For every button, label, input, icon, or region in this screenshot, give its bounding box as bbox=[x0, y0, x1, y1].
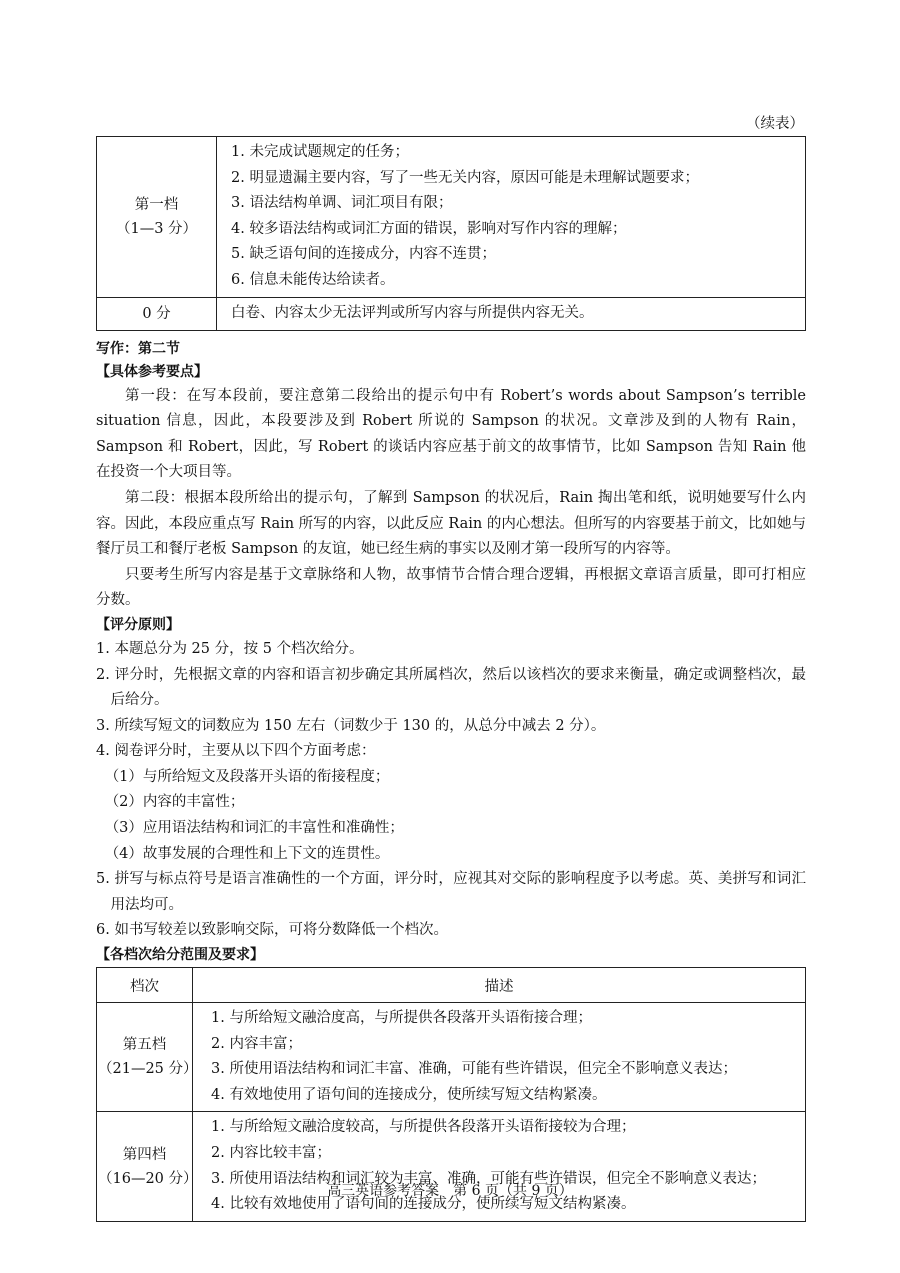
table-row bbox=[97, 1112, 806, 1221]
list-item: 2. 明显遗漏主要内容，写了一些无关内容，原因可能是未理解试题要求； bbox=[231, 169, 699, 186]
principle-item: 6. 如书写较差以致影响交际，可将分数降低一个档次。 bbox=[96, 922, 448, 939]
principle-item: 5. 拼写与标点符号是语言准确性的一个方面，评分时，应视其对交际的影响程度予以考虑。英、美拼写和词汇用法均可。 bbox=[96, 871, 806, 913]
principle-item: 2. 评分时，先根据文章的内容和语言初步确定其所属档次，然后以该档次的要求来衡量，确定或调整档次，最后给分。 bbox=[96, 666, 806, 709]
principle-sub-item: （2）内容的丰富性； bbox=[104, 794, 245, 811]
description-cell bbox=[217, 297, 806, 330]
principle-sub-item: （1）与所给短文及段落开头语的衔接程度； bbox=[104, 768, 390, 785]
page-footer: 高三英语参考答案 第 6 页（共 9 页） bbox=[327, 1183, 573, 1199]
column-header-level: 档次 bbox=[97, 968, 193, 1003]
principle-sub-item: （4）故事发展的合理性和上下文的连贯性。 bbox=[104, 845, 390, 862]
principles-heading: 【评分原则】 bbox=[96, 616, 180, 633]
level-range: （1—3 分） bbox=[115, 220, 198, 237]
level-name: 0 分 bbox=[142, 305, 171, 322]
description-cell bbox=[193, 1112, 806, 1221]
level-cell bbox=[97, 1003, 198, 1112]
list-item: 5. 缺乏语句间的连接成分，内容不连贯； bbox=[231, 246, 496, 263]
table-row bbox=[97, 137, 806, 298]
list-item: 1. 与所给短文融洽度较高，与所提供各段落开头语衔接较为合理； bbox=[211, 1119, 636, 1136]
list-item: 1. 与所给短文融洽度高，与所提供各段落开头语衔接合理； bbox=[211, 1010, 592, 1027]
list-item: 1. 未完成试题规定的任务； bbox=[231, 144, 409, 160]
paragraph: 第二段：根据本段所给出的提示句，了解到 Sampson 的状况后，Rain 掏出笔和纸，说明她要写什么内容。因此，本段应重点写 Rain 所写的内容，以此反应 Rain 的内心想法。但所写的内容要基于前文，比如她与餐厅员工和餐厅老板 Sampson 的友谊，她已经生病的事实以及刚才第一段所写的内容等。 bbox=[96, 489, 806, 558]
table-row bbox=[97, 297, 806, 330]
level-range: （21—25 分） bbox=[98, 1061, 198, 1078]
top-scoring-table bbox=[96, 136, 806, 331]
level-name: 第五档 bbox=[122, 1037, 167, 1054]
paragraph: 第一段：在写本段前，要注意第二段给出的提示句中有 Robert’s words about Sampson’s terrible situation 信息，因此，本段要涉及到 Robert 所说的 Sampson 的状况。文章涉及到的人物有 Rain，Sampson 和 Robert，因此，写 Robert 的谈话内容应基于前文的故事情节，比如 Sampson 告知 Rain 他在投资一个大项目等。 bbox=[96, 387, 806, 481]
document-page bbox=[96, 112, 806, 1222]
list-item: 6. 信息未能传达给读者。 bbox=[231, 271, 395, 288]
level-cell bbox=[97, 1112, 198, 1221]
list-item: 2. 内容丰富； bbox=[211, 1035, 302, 1052]
level-cell bbox=[97, 137, 217, 298]
column-header-description: 描述 bbox=[193, 968, 806, 1003]
principle-sub-item: （3）应用语法结构和词汇的丰富性和准确性； bbox=[104, 820, 404, 837]
level-name: 第四档 bbox=[122, 1146, 167, 1163]
level-cell bbox=[97, 297, 217, 330]
list-item: 4. 有效地使用了语句间的连接成分，使所续写短文结构紧凑。 bbox=[211, 1086, 607, 1103]
list-item: 3. 所使用语法结构和词汇丰富、准确，可能有些许错误，但完全不影响意义表达； bbox=[211, 1061, 737, 1078]
table-row bbox=[97, 1003, 806, 1112]
description-cell bbox=[193, 1003, 806, 1112]
description-cell bbox=[217, 137, 806, 298]
list-item: 3. 语法结构单调、词汇项目有限； bbox=[231, 195, 453, 212]
levels-heading: 【各档次给分范围及要求】 bbox=[96, 947, 264, 964]
list-item: 白卷、内容太少无法评判或所写内容与所提供内容无关。 bbox=[231, 304, 594, 321]
list-item: 3. 所使用语法结构和词汇较为丰富、准确，可能有些许错误，但完全不影响意义表达； bbox=[211, 1170, 766, 1187]
principle-item: 1. 本题总分为 25 分，按 5 个档次给分。 bbox=[96, 640, 364, 657]
list-item: 4. 较多语法结构或词汇方面的错误，影响对写作内容的理解； bbox=[231, 220, 627, 237]
principle-item: 4. 阅卷评分时，主要从以下四个方面考虑： bbox=[96, 743, 376, 760]
list-item: 2. 内容比较丰富； bbox=[211, 1145, 331, 1161]
level-range: （16—20 分） bbox=[98, 1170, 198, 1187]
table-header-row bbox=[97, 968, 806, 1003]
list-item: 4. 比较有效地使用了语句间的连接成分，使所续写短文结构紧凑。 bbox=[211, 1196, 636, 1213]
principle-item: 3. 所续写短文的词数应为 150 左右（词数少于 130 的，从总分中减去 2 分）。 bbox=[96, 717, 606, 734]
continuation-note: （续表） bbox=[746, 116, 804, 132]
key-points-heading: 【具体参考要点】 bbox=[96, 363, 208, 380]
section-title: 写作：第二节 bbox=[96, 340, 180, 357]
paragraph: 只要考生所写内容是基于文章脉络和人物，故事情节合情合理合逻辑，再根据文章语言质量，即可打相应分数。 bbox=[96, 566, 806, 609]
level-name: 第一档 bbox=[134, 196, 179, 213]
